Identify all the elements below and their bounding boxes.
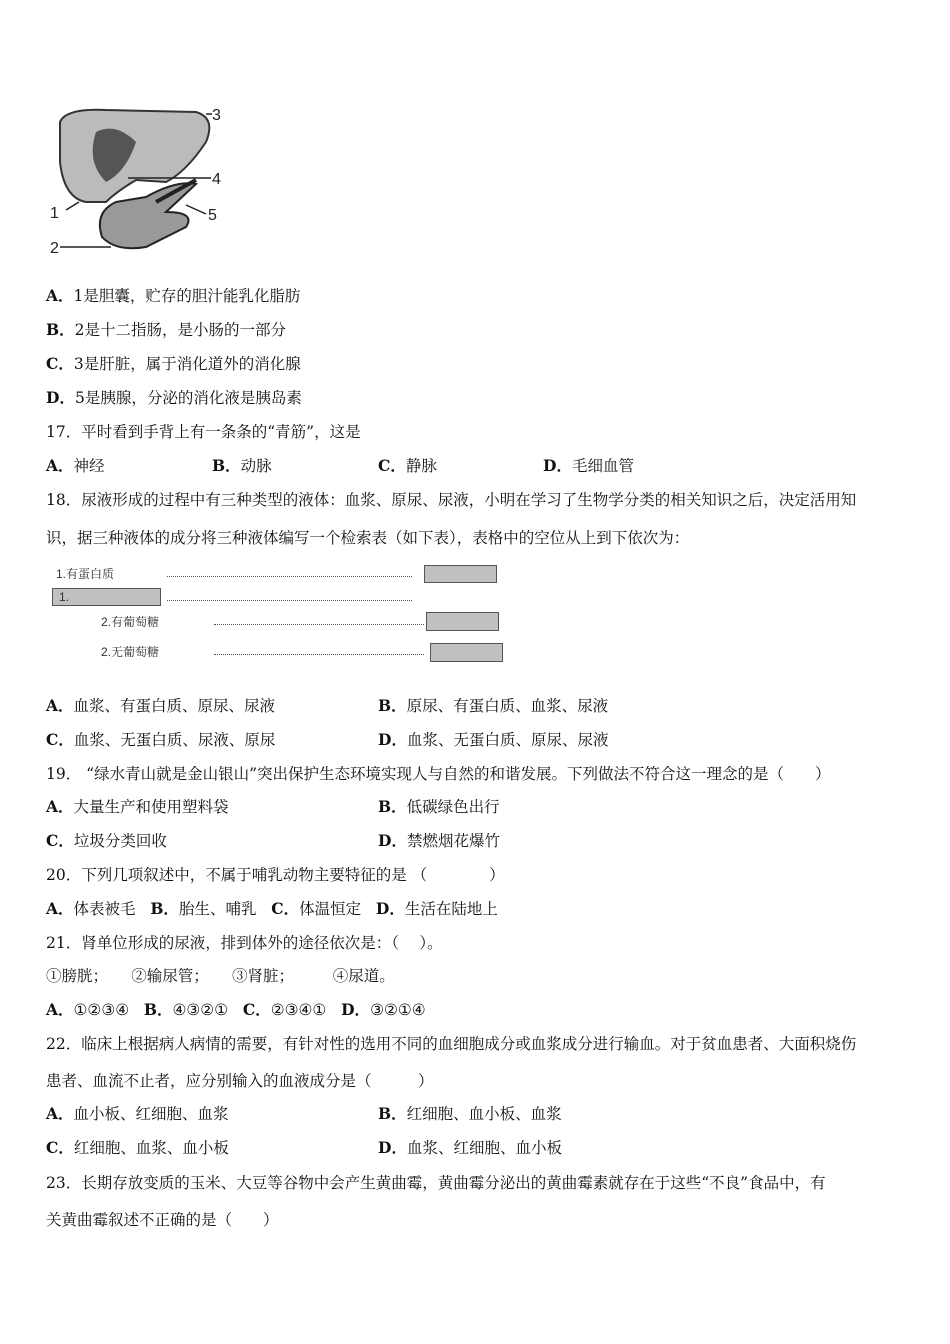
- q16-option-c: C．3是肝脏，属于消化道外的消化腺: [46, 354, 301, 373]
- blank-box-4: [430, 643, 503, 662]
- liver-pancreas-diagram: [46, 102, 236, 258]
- q21-items: ①膀胱； ②输尿管； ③肾脏； ④尿道。: [46, 967, 395, 985]
- q19-stem: 19． “绿水青山就是金山银山”突出保护生态环境实现人与自然的和谐发展。下列做法不符合这一理念的是（ ）: [46, 765, 831, 783]
- q17-stem: 17．平时看到手背上有一条条的“青筋”，这是: [46, 423, 361, 441]
- q17-option-c: C．静脉: [378, 456, 437, 475]
- q22-stem-line1: 22．临床上根据病人病情的需要，有针对性的选用不同的血细胞成分或血浆成分进行输血。对于贫血患者、大面积烧伤: [46, 1035, 857, 1053]
- q18-option-a: A．血浆、有蛋白质、原尿、尿液: [46, 696, 276, 715]
- q20-stem: 20．下列几项叙述中，不属于哺乳动物主要特征的是 （ ）: [46, 866, 505, 884]
- q21-options: A．①②③④ B．④③②① C．②③④① D．③②①④: [46, 1000, 426, 1019]
- key-row-1: 1.有蛋白质: [56, 567, 115, 581]
- q19-option-d: D．禁燃烟花爆竹: [378, 831, 500, 850]
- key-row-3: 2.有葡萄糖: [101, 615, 160, 629]
- label-2: 2: [50, 240, 59, 257]
- q22-option-b: B．红细胞、血小板、血浆: [378, 1104, 562, 1123]
- q18-stem-line2: 识，据三种液体的成分将三种液体编写一个检索表（如下表），表格中的空位从上到下依次为：: [46, 529, 690, 547]
- q22-option-a: A．血小板、红细胞、血浆: [46, 1104, 229, 1123]
- q19-option-a: A．大量生产和使用塑料袋: [46, 797, 229, 816]
- key-row-2: 1.: [59, 590, 70, 604]
- q19-option-c: C．垃圾分类回收: [46, 831, 167, 850]
- q16-option-a: A．1是胆囊，贮存的胆汁能乳化脂肪: [46, 286, 301, 305]
- label-1: 1: [50, 205, 59, 222]
- q21-stem: 21．肾单位形成的尿液，排到体外的途径依次是：（ ）。: [46, 934, 443, 952]
- q20-options: A．体表被毛 B．胎生、哺乳 C．体温恒定 D．生活在陆地上: [46, 899, 498, 918]
- q16-option-b: B．2是十二指肠，是小肠的一部分: [46, 320, 286, 339]
- q18-option-c: C．血浆、无蛋白质、尿液、原尿: [46, 730, 276, 749]
- q18-option-d: D．血浆、无蛋白质、原尿、尿液: [378, 730, 609, 749]
- q23-stem-line1: 23．长期存放变质的玉米、大豆等谷物中会产生黄曲霉，黄曲霉分泌出的黄曲霉素就存在于这些“不良”食品中，有: [46, 1174, 826, 1192]
- q22-stem-line2: 患者、血流不止者，应分别输入的血液成分是（ ）: [46, 1072, 434, 1090]
- q16-option-d: D．5是胰腺，分泌的消化液是胰岛素: [46, 388, 302, 407]
- label-4: 4: [212, 171, 221, 188]
- q18-stem-line1: 18．尿液形成的过程中有三种类型的液体：血浆、原尿、尿液，小明在学习了生物学分类的相关知识之后，决定活用知: [46, 491, 857, 509]
- q18-option-b: B．原尿、有蛋白质、血浆、尿液: [378, 696, 609, 715]
- q17-option-a: A．神经: [46, 456, 105, 475]
- q19-option-b: B．低碳绿色出行: [378, 797, 500, 816]
- blank-box-2: [52, 588, 161, 606]
- q22-option-d: D．血浆、红细胞、血小板: [378, 1138, 562, 1157]
- q23-stem-line2: 关黄曲霉叙述不正确的是（ ）: [46, 1211, 279, 1229]
- blank-box-1: [424, 565, 497, 583]
- q17-option-d: D．毛细血管: [543, 456, 634, 475]
- label-3: 3: [212, 107, 221, 124]
- blank-box-3: [426, 612, 499, 631]
- key-row-4: 2.无葡萄糖: [101, 645, 160, 659]
- q22-option-c: C．红细胞、血浆、血小板: [46, 1138, 229, 1157]
- q17-option-b: B．动脉: [212, 456, 272, 475]
- label-5: 5: [208, 207, 217, 224]
